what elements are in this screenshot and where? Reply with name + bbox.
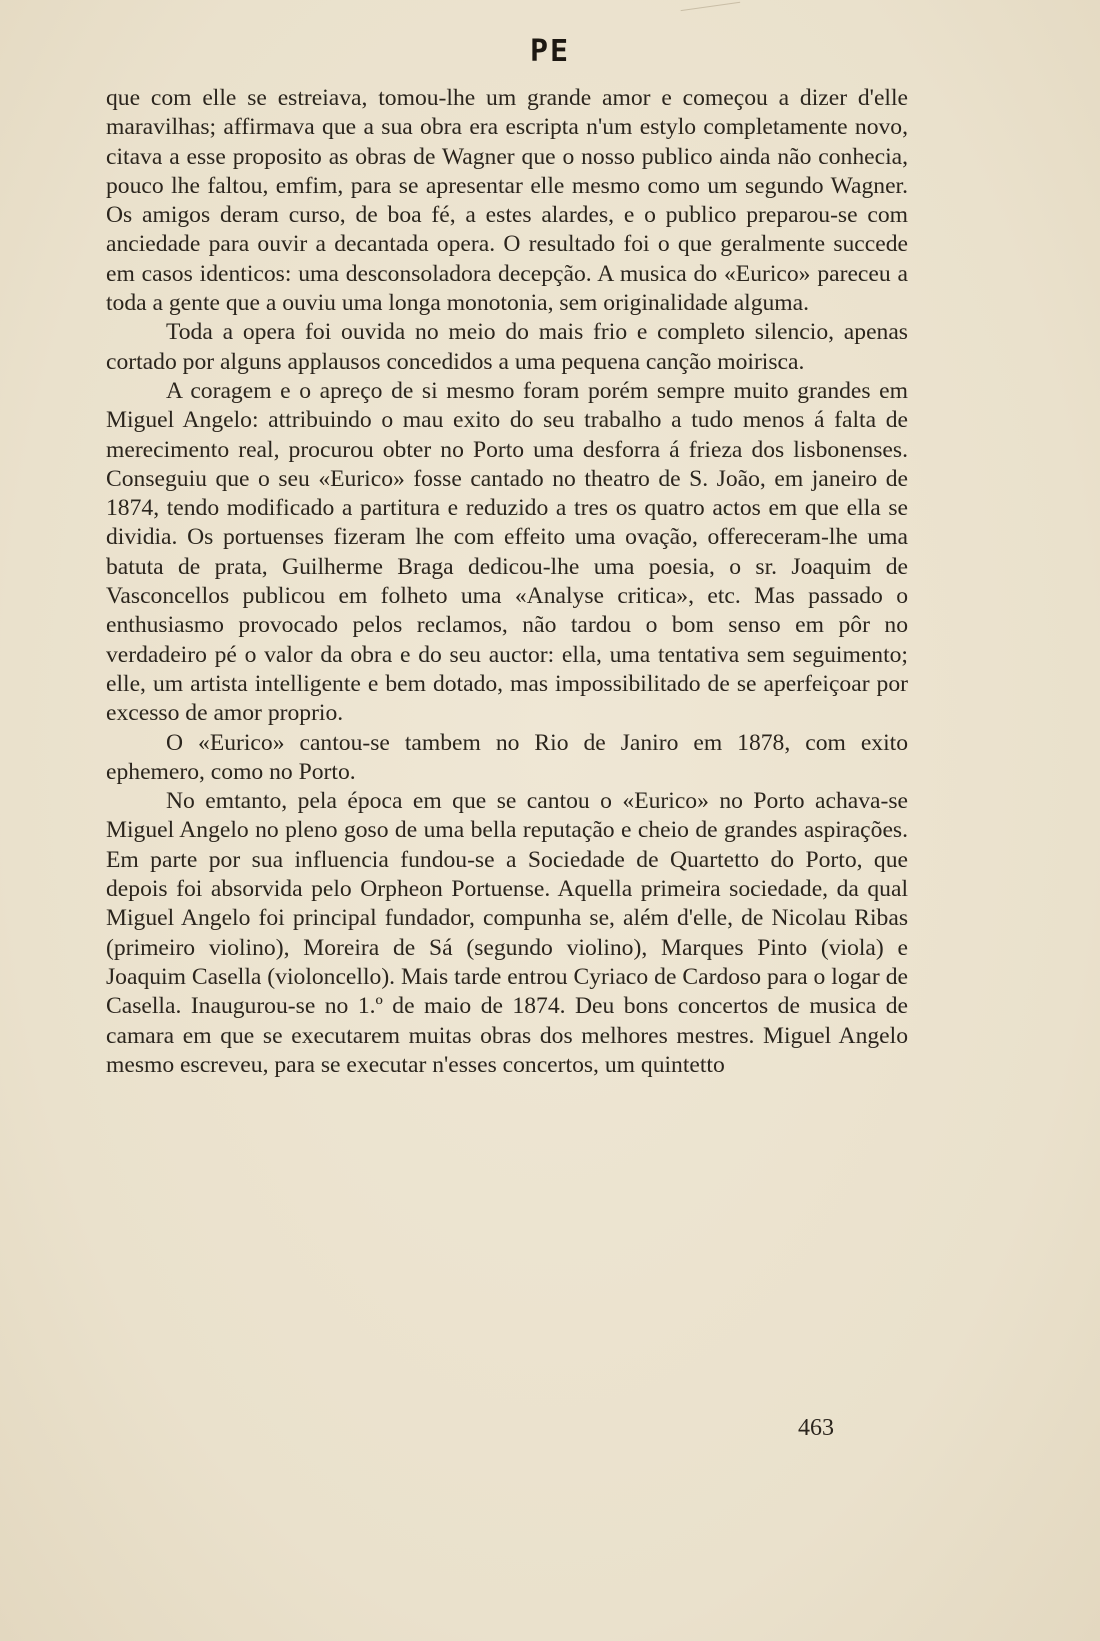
paragraph: No emtanto, pela época em que se cantou o «Eurico» no Porto achava-se Miguel Angelo no pleno goso de uma bella reputação e cheio de grandes aspirações. Em parte por sua influencia fundou-se a Sociedade de Quartetto do Porto, que depois foi absorvida pelo Orpheon Portuense. Aquella primeira sociedade, da qual Miguel Angelo foi principal fundador, compunha se, além d'elle, de Nicolau Ribas (primeiro violino), Moreira de Sá (segundo violino), Marques Pinto (viola) e Joaquim Casella (violoncello). Mais tarde entrou Cyriaco de Cardoso para o logar de Casella. Inaugurou-se no 1.º de maio de 1874. Deu bons concertos de musica de camara em que se executarem muitas obras dos melhores mestres. Miguel Angelo mesmo escreveu, para se executar n'esses concertos, um quintetto [106,788,908,1078]
page-crease-mark [680,0,740,11]
body-text [106,84,908,1080]
paragraph: A coragem e o apreço de si mesmo foram porém sempre muito grandes em Miguel Angelo: attribuindo o mau exito do seu trabalho a tudo menos á falta de merecimento real, procurou obter no Porto uma desforra á frieza dos lisbonenses. Conseguiu que o seu «Eurico» fosse cantado no theatro de S. João, em janeiro de 1874, tendo modificado a partitura e reduzido a tres os quatro actos em que ella se dividia. Os portuenses fizeram lhe com effeito uma ovação, offereceram-lhe uma batuta de prata, Guilherme Braga dedicou-lhe uma poesia, o sr. Joaquim de Vasconcellos publicou em folheto uma «Analyse critica», etc. Mas passado o enthusiasmo provocado pelos reclamos, não tardou o bom senso em pôr no verdadeiro pé o valor da obra e do seu auctor: ella, uma tentativa sem seguimento; elle, um artista intelligente e bem dotado, mas impossibilitado de se aperfeiçoar por excesso de amor proprio. [106,377,908,727]
running-head: PE [529,34,571,69]
paragraph: O «Eurico» cantou-se tambem no Rio de Janiro em 1878, com exito ephemero, como no Porto. [106,729,908,785]
paragraph: Toda a opera foi ouvida no meio do mais frio e completo silencio, apenas cortado por alguns applausos concedidos a uma pequena canção moirisca. [106,319,908,375]
paragraph: que com elle se estreiava, tomou-lhe um grande amor e começou a dizer d'elle maravilhas; affirmava que a sua obra era escripta n'um estylo completamente novo, citava a esse proposito as obras de Wagner que o nosso publico ainda não conhecia, pouco lhe faltou, emfim, para se apresentar elle mesmo como um segundo Wagner. Os amigos deram curso, de boa fé, a estes alardes, e o publico preparou-se com anciedade para ouvir a decantada opera. O resultado foi o que geralmente succede em casos identicos: uma desconsoladora decepção. A musica do «Eurico» pareceu a toda a gente que a ouviu uma longa monotonia, sem originalidade alguma. [106,85,908,317]
page-number: 463 [798,1415,834,1441]
